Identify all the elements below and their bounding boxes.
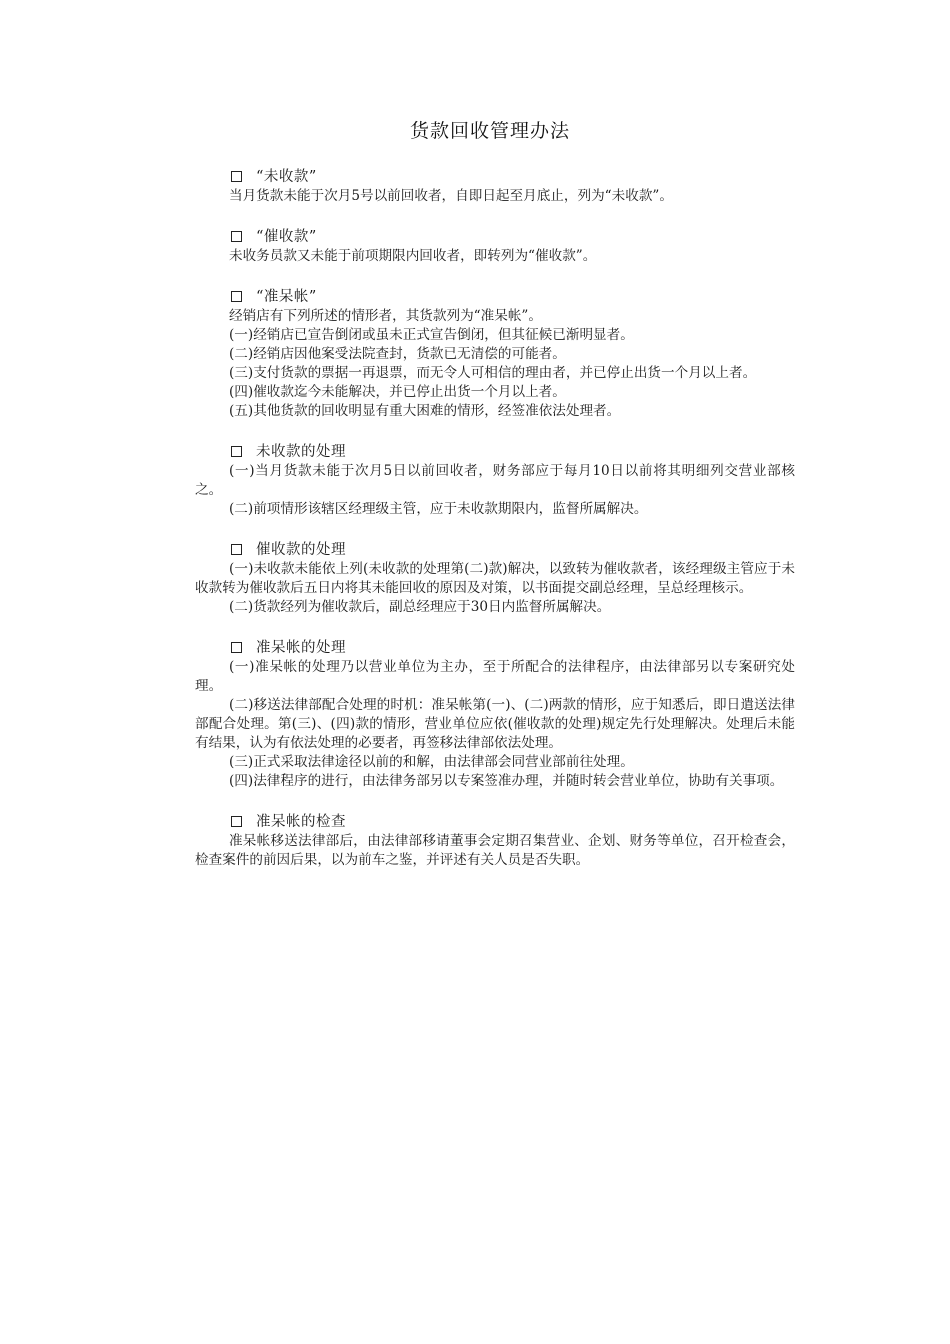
section-heading: [195, 287, 795, 307]
section-heading: [195, 638, 795, 658]
section-collection-due-handling: [195, 540, 795, 617]
section-heading: [195, 442, 795, 462]
paragraph: (二)经销店因他案受法院查封，货款已无清偿的可能者。: [229, 346, 566, 362]
paragraph: 未收务员款又未能于前项期限内回收者，即转列为“催收款”。: [229, 248, 597, 264]
document-body: [195, 167, 795, 891]
section-collection-due: [195, 227, 795, 266]
section-heading-text: 准呆帐的处理: [256, 640, 346, 656]
section-quasi-bad-debt-review: [195, 812, 795, 870]
paragraph: 准呆帐移送法律部后，由法律部移请董事会定期召集营业、企划、财务等单位，召开检查会，检查案件的前因后果，以为前车之鉴，并评述有关人员是否失职。: [195, 833, 795, 868]
section-heading: [195, 812, 795, 832]
section-heading-text: 未收款的处理: [256, 444, 346, 460]
paragraph: (四)催收款迄今未能解决，并已停止出货一个月以上者。: [229, 384, 566, 400]
paragraph: (一)准呆帐的处理乃以营业单位为主办，至于所配合的法律程序，由法律部另以专案研究处理。: [195, 659, 795, 694]
checkbox-square-icon: [231, 291, 242, 302]
section-heading-text: “催收款”: [256, 229, 317, 245]
paragraph: (五)其他货款的回收明显有重大困难的情形，经签准依法处理者。: [229, 403, 621, 419]
paragraph: 经销店有下列所述的情形者，其货款列为“准呆帐”。: [229, 308, 542, 324]
paragraph: (二)货款经列为催收款后，副总经理应于30日内监督所属解决。: [229, 599, 611, 615]
section-heading-text: 催收款的处理: [256, 542, 346, 558]
checkbox-square-icon: [231, 642, 242, 653]
checkbox-square-icon: [231, 544, 242, 555]
paragraph: (一)未收款未能依上列(未收款的处理第(二)款)解决，以致转为催收款者，该经理级主管应于未收款转为催收款后五日内将其未能回收的原因及对策，以书面提交副总经理，呈总经理核示。: [195, 561, 795, 596]
checkbox-square-icon: [231, 171, 242, 182]
section-heading-text: 准呆帐的检查: [256, 814, 346, 830]
checkbox-square-icon: [231, 446, 242, 457]
checkbox-square-icon: [231, 231, 242, 242]
paragraph: (二)移送法律部配合处理的时机：准呆帐第(一)、(二)两款的情形，应于知悉后，即日遣送法律部配合处理。第(三)、(四)款的情形，营业单位应依(催收款的处理)规定先行处理解决。处理后未能有结果，认为有依法处理的必要者，再签移法律部依法处理。: [195, 697, 795, 751]
section-heading: [195, 540, 795, 560]
section-heading: [195, 227, 795, 247]
document-title: 货款回收管理办法: [409, 120, 570, 142]
paragraph: (三)支付货款的票据一再退票，而无令人可相信的理由者，并已停止出货一个月以上者。: [229, 365, 757, 381]
paragraph: (一)经销店已宣告倒闭或虽未正式宣告倒闭，但其征候已渐明显者。: [229, 327, 634, 343]
paragraph: (二)前项情形该辖区经理级主管，应于未收款期限内，监督所属解决。: [229, 501, 648, 517]
section-uncollected-handling: [195, 442, 795, 519]
paragraph: (四)法律程序的进行，由法律务部另以专案签准办理，并随时转会营业单位，协助有关事项。: [229, 773, 784, 789]
checkbox-square-icon: [231, 816, 242, 827]
section-quasi-bad-debt: [195, 287, 795, 421]
section-heading: [195, 167, 795, 187]
section-heading-text: “准呆帐”: [256, 289, 317, 305]
paragraph: (三)正式采取法律途径以前的和解，由法律部会同营业部前往处理。: [229, 754, 634, 770]
section-uncollected: [195, 167, 795, 206]
section-quasi-bad-debt-handling: [195, 638, 795, 791]
paragraph: 当月货款未能于次月5号以前回收者，自即日起至月底止，列为“未收款”。: [229, 188, 673, 204]
section-heading-text: “未收款”: [256, 169, 317, 185]
paragraph: (一)当月货款未能于次月5日以前回收者，财务部应于每月10日以前将其明细列交营业部核之。: [195, 463, 795, 498]
